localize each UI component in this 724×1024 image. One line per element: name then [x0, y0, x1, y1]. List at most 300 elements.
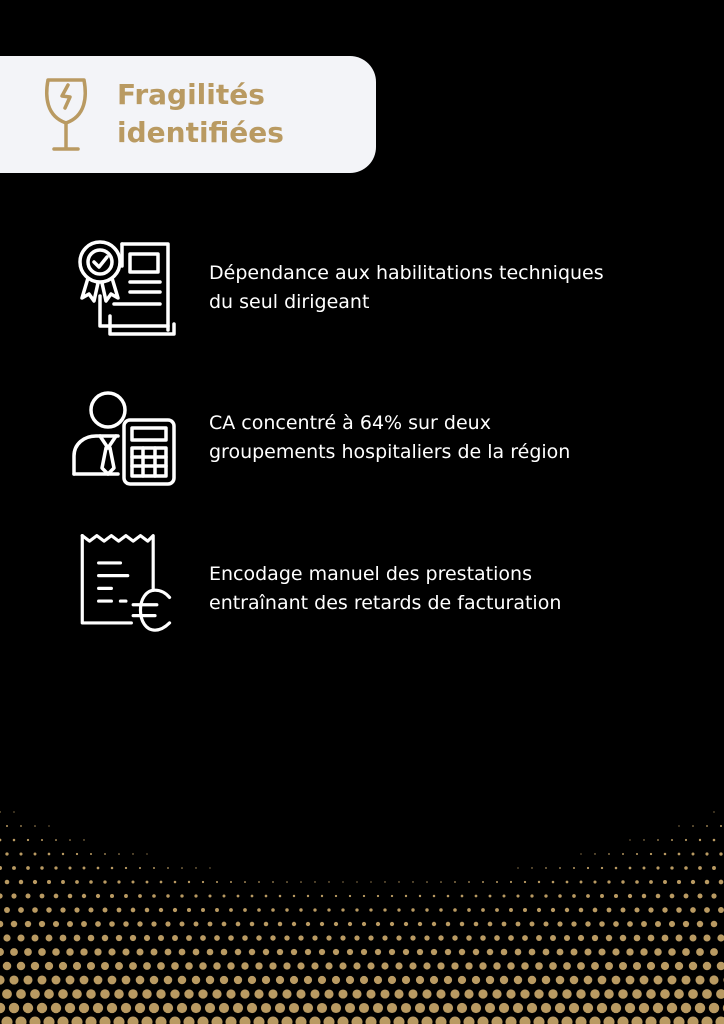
halftone-dot: [718, 907, 724, 913]
halftone-dot: [524, 881, 526, 883]
halftone-dot: [1, 1016, 12, 1024]
halftone-dot: [171, 962, 179, 970]
list-item: [0, 236, 724, 346]
halftone-dot: [684, 866, 688, 870]
halftone-dot: [530, 894, 533, 897]
halftone-dot: [165, 921, 170, 926]
halftone-dot: [465, 962, 472, 969]
halftone-dot: [248, 976, 256, 984]
halftone-dot: [712, 866, 716, 870]
halftone-dot: [258, 881, 260, 883]
halftone-dot: [418, 922, 422, 926]
halftone-dot: [598, 948, 605, 955]
halftone-dot: [88, 935, 95, 942]
halftone-dot: [73, 962, 81, 970]
halftone-dot: [523, 908, 527, 912]
halftone-dot: [388, 976, 396, 984]
halftone-dot: [505, 1016, 516, 1024]
halftone-dot: [710, 948, 718, 956]
halftone-dot: [220, 976, 228, 984]
halftone-dot: [282, 989, 291, 998]
halftone-dot: [713, 839, 716, 842]
halftone-dot: [587, 867, 589, 869]
halftone-dot: [649, 880, 653, 884]
halftone-dot: [207, 949, 214, 956]
halftone-dot: [402, 976, 410, 984]
halftone-dot: [181, 867, 183, 869]
halftone-dot: [543, 921, 548, 926]
halftone-dot: [515, 949, 522, 956]
halftone-dot: [549, 962, 557, 970]
halftone-dot: [296, 989, 305, 998]
halftone-dot: [656, 866, 659, 869]
halftone-dot: [437, 962, 444, 969]
halftone-dot: [314, 881, 315, 882]
halftone-dot: [16, 989, 26, 999]
halftone-dot: [327, 908, 330, 911]
halftone-dot: [360, 976, 368, 984]
halftone-dot: [328, 881, 329, 882]
halftone-dot: [18, 907, 24, 913]
halftone-dot: [648, 935, 655, 942]
halftone-dot: [66, 948, 73, 955]
halftone-dot: [579, 908, 584, 913]
halftone-dot: [141, 1016, 152, 1024]
halftone-dot: [547, 1016, 558, 1024]
halftone-dot: [31, 962, 39, 970]
halftone-dot: [278, 922, 282, 926]
halftone-dot: [286, 881, 288, 883]
halftone-dot: [9, 975, 18, 984]
halftone-dot: [621, 880, 624, 883]
halftone-dot: [165, 949, 172, 956]
halftone-dot: [607, 880, 610, 883]
halftone-dot: [318, 976, 326, 984]
halftone-dot: [675, 962, 683, 970]
halftone-dot: [40, 866, 43, 869]
halftone-dot: [376, 922, 380, 926]
halftone-dot: [571, 949, 578, 956]
halftone-dot: [52, 948, 60, 956]
halftone-dot: [23, 975, 32, 984]
halftone-dot: [415, 1003, 425, 1013]
halftone-dot: [479, 962, 486, 969]
halftone-dot: [557, 921, 562, 926]
halftone-dot: [557, 949, 564, 956]
halftone-dot: [51, 1003, 61, 1013]
halftone-dot: [300, 881, 302, 883]
halftone-dot: [701, 1016, 712, 1024]
halftone-dot: [494, 935, 500, 941]
halftone-dot: [468, 881, 470, 883]
halftone-dot: [109, 921, 115, 927]
halftone-dot: [473, 949, 479, 955]
halftone-dot: [613, 921, 619, 927]
halftone-dot: [720, 825, 722, 827]
invoice-euro-icon: [70, 532, 180, 632]
halftone-dot: [499, 1003, 509, 1013]
halftone-dot: [531, 867, 532, 868]
halftone-dot: [673, 1016, 684, 1024]
halftone-dot: [527, 1003, 537, 1013]
halftone-dot: [375, 949, 381, 955]
halftone-dot: [692, 853, 695, 856]
halftone-dot: [20, 825, 22, 827]
halftone-dot: [229, 908, 233, 912]
halftone-dot: [516, 922, 521, 927]
halftone-dot: [13, 811, 14, 812]
halftone-dot: [60, 935, 67, 942]
halftone-dot: [645, 1016, 656, 1024]
halftone-dot: [138, 894, 142, 898]
halftone-dot: [290, 976, 298, 984]
halftone-dot: [10, 948, 18, 956]
halftone-dot: [25, 893, 30, 898]
halftone-dot: [39, 921, 45, 927]
halftone-dot: [702, 989, 712, 999]
halftone-dot: [640, 948, 647, 955]
halftone-dot: [584, 948, 591, 955]
halftone-dot: [374, 976, 382, 984]
halftone-dot: [640, 976, 649, 985]
halftone-dot: [612, 948, 619, 955]
halftone-dot: [194, 922, 199, 927]
halftone-dot: [684, 894, 689, 899]
halftone-dot: [443, 1003, 453, 1013]
halftone-dot: [116, 935, 122, 941]
halftone-dot: [90, 853, 92, 855]
halftone-dot: [359, 1003, 369, 1013]
halftone-dot: [139, 867, 141, 869]
halftone-dot: [634, 935, 641, 942]
halftone-dot: [632, 989, 642, 999]
halftone-dot: [237, 895, 240, 898]
halftone-dot: [0, 975, 5, 984]
halftone-dot: [431, 949, 437, 955]
halftone-dot: [68, 866, 71, 869]
halftone-dot: [342, 881, 343, 882]
item-text-line-1: Encodage manuel des prestations: [209, 563, 532, 585]
halftone-dot: [127, 1016, 138, 1024]
halftone-dot: [82, 894, 86, 898]
halftone-dot: [690, 907, 696, 913]
halftone-dot: [151, 949, 158, 956]
halftone-dot: [346, 976, 354, 984]
halftone-dot: [149, 1003, 159, 1013]
halftone-dot: [332, 976, 340, 984]
halftone-dot: [545, 867, 547, 869]
halftone-dot: [262, 976, 270, 984]
halftone-dot: [146, 881, 149, 884]
halftone-dot: [276, 976, 284, 984]
halftone-dot: [104, 853, 106, 855]
halftone-dot: [424, 935, 429, 940]
halftone-dot: [214, 935, 220, 941]
halftone-dot: [199, 962, 207, 970]
halftone-dot: [495, 908, 499, 912]
halftone-dot: [309, 1016, 320, 1024]
halftone-dot: [265, 895, 268, 898]
halftone-dot: [108, 948, 115, 955]
halftone-dot: [353, 962, 360, 969]
halftone-dot: [471, 1003, 481, 1013]
halftone-dot: [334, 922, 338, 926]
halftone-dot: [30, 989, 40, 999]
halftone-dot: [146, 853, 147, 854]
halftone-dot: [719, 852, 722, 855]
halftone-dot: [267, 1016, 278, 1024]
halftone-dot: [15, 1016, 26, 1024]
halftone-dot: [338, 989, 347, 998]
halftone-dot: [578, 935, 584, 941]
halftone-dot: [40, 894, 45, 899]
halftone-dot: [572, 894, 576, 898]
halftone-dot: [692, 825, 694, 827]
halftone-dot: [143, 962, 151, 970]
halftone-dot: [688, 989, 698, 999]
halftone-dot: [586, 894, 590, 898]
halftone-dot: [52, 976, 61, 985]
halftone-dot: [102, 935, 108, 941]
halftone-dot: [321, 895, 323, 897]
halftone-dot: [507, 962, 515, 970]
halftone-dot: [319, 949, 325, 955]
halftone-dot: [80, 948, 87, 955]
halftone-dot: [551, 908, 555, 912]
halftone-dot: [472, 976, 480, 984]
halftone-dot: [631, 1016, 642, 1024]
halftone-dot: [478, 989, 487, 998]
halftone-dot: [53, 921, 59, 927]
halftone-dot: [351, 1016, 362, 1024]
halftone-dot: [393, 1016, 404, 1024]
halftone-dot: [641, 921, 647, 927]
halftone-dot: [500, 976, 508, 984]
halftone-dot: [129, 962, 137, 970]
halftone-dot: [118, 853, 120, 855]
halftone-dot: [650, 853, 652, 855]
halftone-dot: [703, 962, 711, 970]
halftone-dot: [439, 908, 442, 911]
halftone-dot: [3, 962, 12, 971]
halftone-dot: [677, 880, 681, 884]
halftone-dot: [233, 1003, 243, 1013]
halftone-dot: [611, 1003, 621, 1013]
halftone-dot: [601, 867, 603, 869]
halftone-dot: [159, 908, 163, 912]
halftone-dot: [178, 976, 187, 985]
halftone-dot: [326, 935, 331, 940]
halftone-dot: [466, 935, 472, 941]
halftone-dot: [339, 962, 346, 969]
halftone-dot: [612, 976, 621, 985]
halftone-dot: [362, 922, 366, 926]
halftone-dot: [453, 908, 457, 912]
halftone-dot: [513, 1003, 523, 1013]
halftone-dot: [12, 866, 16, 870]
halftone-dot: [277, 949, 283, 955]
halftone-dot: [0, 1003, 5, 1013]
halftone-dot: [569, 1003, 579, 1013]
halftone-dot: [627, 921, 633, 927]
halftone-dot: [151, 921, 156, 926]
halftone-dot: [664, 853, 667, 856]
halftone-dot: [96, 894, 100, 898]
halftone-dot: [660, 989, 670, 999]
halftone-dot: [222, 922, 227, 927]
halftone-dot: [717, 962, 724, 971]
halftone-dot: [0, 921, 3, 928]
halftone-dot: [5, 852, 8, 855]
halftone-dot: [667, 1003, 677, 1013]
halftone-dot: [256, 935, 261, 940]
item-text: [209, 409, 679, 467]
halftone-dot: [93, 1003, 103, 1013]
halftone-dot: [155, 1016, 166, 1024]
halftone-dot: [583, 1003, 593, 1013]
halftone-dot: [269, 962, 276, 969]
halftone-dot: [45, 962, 53, 970]
halftone-dot: [130, 935, 136, 941]
halftone-dot: [227, 962, 234, 969]
halftone-dot: [62, 853, 64, 855]
halftone-dot: [689, 934, 696, 941]
halftone-dot: [382, 935, 387, 940]
halftone-dot: [354, 935, 359, 940]
halftone-dot: [247, 1003, 257, 1013]
halftone-dot: [659, 1016, 670, 1024]
halftone-dot: [397, 908, 400, 911]
halftone-dot: [54, 866, 57, 869]
halftone-dot: [594, 853, 595, 854]
halftone-dot: [502, 922, 507, 927]
halftone-dot: [461, 895, 464, 898]
halftone-dot: [411, 908, 414, 911]
halftone-dot: [164, 976, 173, 985]
list-item: [0, 532, 724, 642]
halftone-dot: [423, 962, 430, 969]
halftone-dot: [219, 1003, 229, 1013]
title-line-1: Fragilités: [117, 78, 265, 111]
halftone-dot: [715, 1016, 724, 1024]
halftone-dot: [264, 922, 269, 927]
halftone-dot: [563, 962, 571, 970]
halftone-dot: [68, 894, 73, 899]
halftone-dot: [435, 1016, 446, 1024]
halftone-dot: [97, 867, 100, 870]
halftone-dot: [4, 907, 10, 913]
halftone-dot: [475, 895, 478, 898]
halftone-dot: [239, 1016, 250, 1024]
halftone-dot: [29, 1016, 40, 1024]
halftone-dot: [107, 1003, 117, 1013]
halftone-dot: [682, 948, 690, 956]
halftone-dot: [654, 976, 663, 985]
halftone-dot: [457, 1003, 467, 1013]
halftone-dot: [508, 935, 514, 941]
halftone-dot: [380, 989, 389, 998]
halftone-dot: [695, 975, 704, 984]
halftone-dot: [208, 922, 213, 927]
halftone-dot: [32, 935, 39, 942]
halftone-dot: [72, 989, 82, 999]
halftone-dot: [317, 1003, 327, 1013]
halftone-dot: [76, 853, 78, 855]
halftone-dot: [114, 989, 124, 999]
halftone-dot: [369, 908, 372, 911]
halftone-dot: [619, 962, 627, 970]
halftone-dot: [654, 948, 661, 955]
halftone-dot: [158, 935, 164, 941]
halftone-dot: [244, 881, 246, 883]
halftone-dot: [355, 908, 358, 911]
halftone-dot: [521, 962, 529, 970]
halftone-dot: [496, 881, 498, 883]
halftone-dot: [94, 948, 101, 955]
halftone-dot: [292, 922, 296, 926]
halftone-dot: [501, 949, 508, 956]
halftone-dot: [444, 976, 452, 984]
halftone-dot: [75, 880, 79, 884]
halftone-dot: [676, 935, 683, 942]
halftone-dot: [311, 962, 318, 969]
halftone-dot: [458, 976, 466, 984]
halftone-dot: [373, 1003, 383, 1013]
halftone-dot: [366, 989, 375, 998]
halftone-dot: [706, 825, 708, 827]
halftone-dot: [713, 811, 714, 812]
halftone-dot: [377, 895, 379, 897]
halftone-dot: [599, 921, 605, 927]
halftone-dot: [691, 880, 695, 884]
halftone-dot: [66, 976, 75, 985]
halftone-dot: [509, 908, 513, 912]
halftone-dot: [183, 1016, 194, 1024]
halftone-dot: [243, 908, 247, 912]
halftone-dot: [136, 948, 143, 955]
halftone-dot: [298, 935, 303, 940]
halftone-dot: [425, 908, 428, 911]
halftone-dot: [580, 853, 581, 854]
halftone-dot: [695, 1003, 705, 1013]
halftone-dot: [705, 852, 708, 855]
halftone-dot: [576, 989, 585, 998]
halftone-dot: [257, 908, 261, 912]
halftone-dot: [389, 949, 395, 955]
halftone-dot: [491, 1016, 502, 1024]
halftone-dot: [157, 962, 165, 970]
halftone-dot: [275, 1003, 285, 1013]
halftone-dot: [408, 989, 417, 998]
halftone-dot: [493, 962, 500, 969]
halftone-dot: [503, 895, 506, 898]
halftone-dot: [605, 962, 613, 970]
halftone-dot: [156, 989, 165, 998]
halftone-dot: [561, 1016, 572, 1024]
halftone-dot: [123, 921, 129, 927]
halftone-dot: [709, 975, 718, 984]
item-text-line-2: entraînant des retards de facturation: [209, 592, 562, 614]
halftone-dot: [87, 962, 95, 970]
item-text-line-1: Dépendance aux habilitations techniques: [209, 262, 604, 284]
halftone-dot: [429, 1003, 439, 1013]
halftone-dot: [3, 934, 10, 941]
halftone-dot: [345, 1003, 355, 1013]
halftone-dot: [589, 1016, 600, 1024]
halftone-dot: [80, 976, 89, 985]
halftone-dot: [452, 935, 457, 940]
halftone-dot: [506, 989, 515, 998]
